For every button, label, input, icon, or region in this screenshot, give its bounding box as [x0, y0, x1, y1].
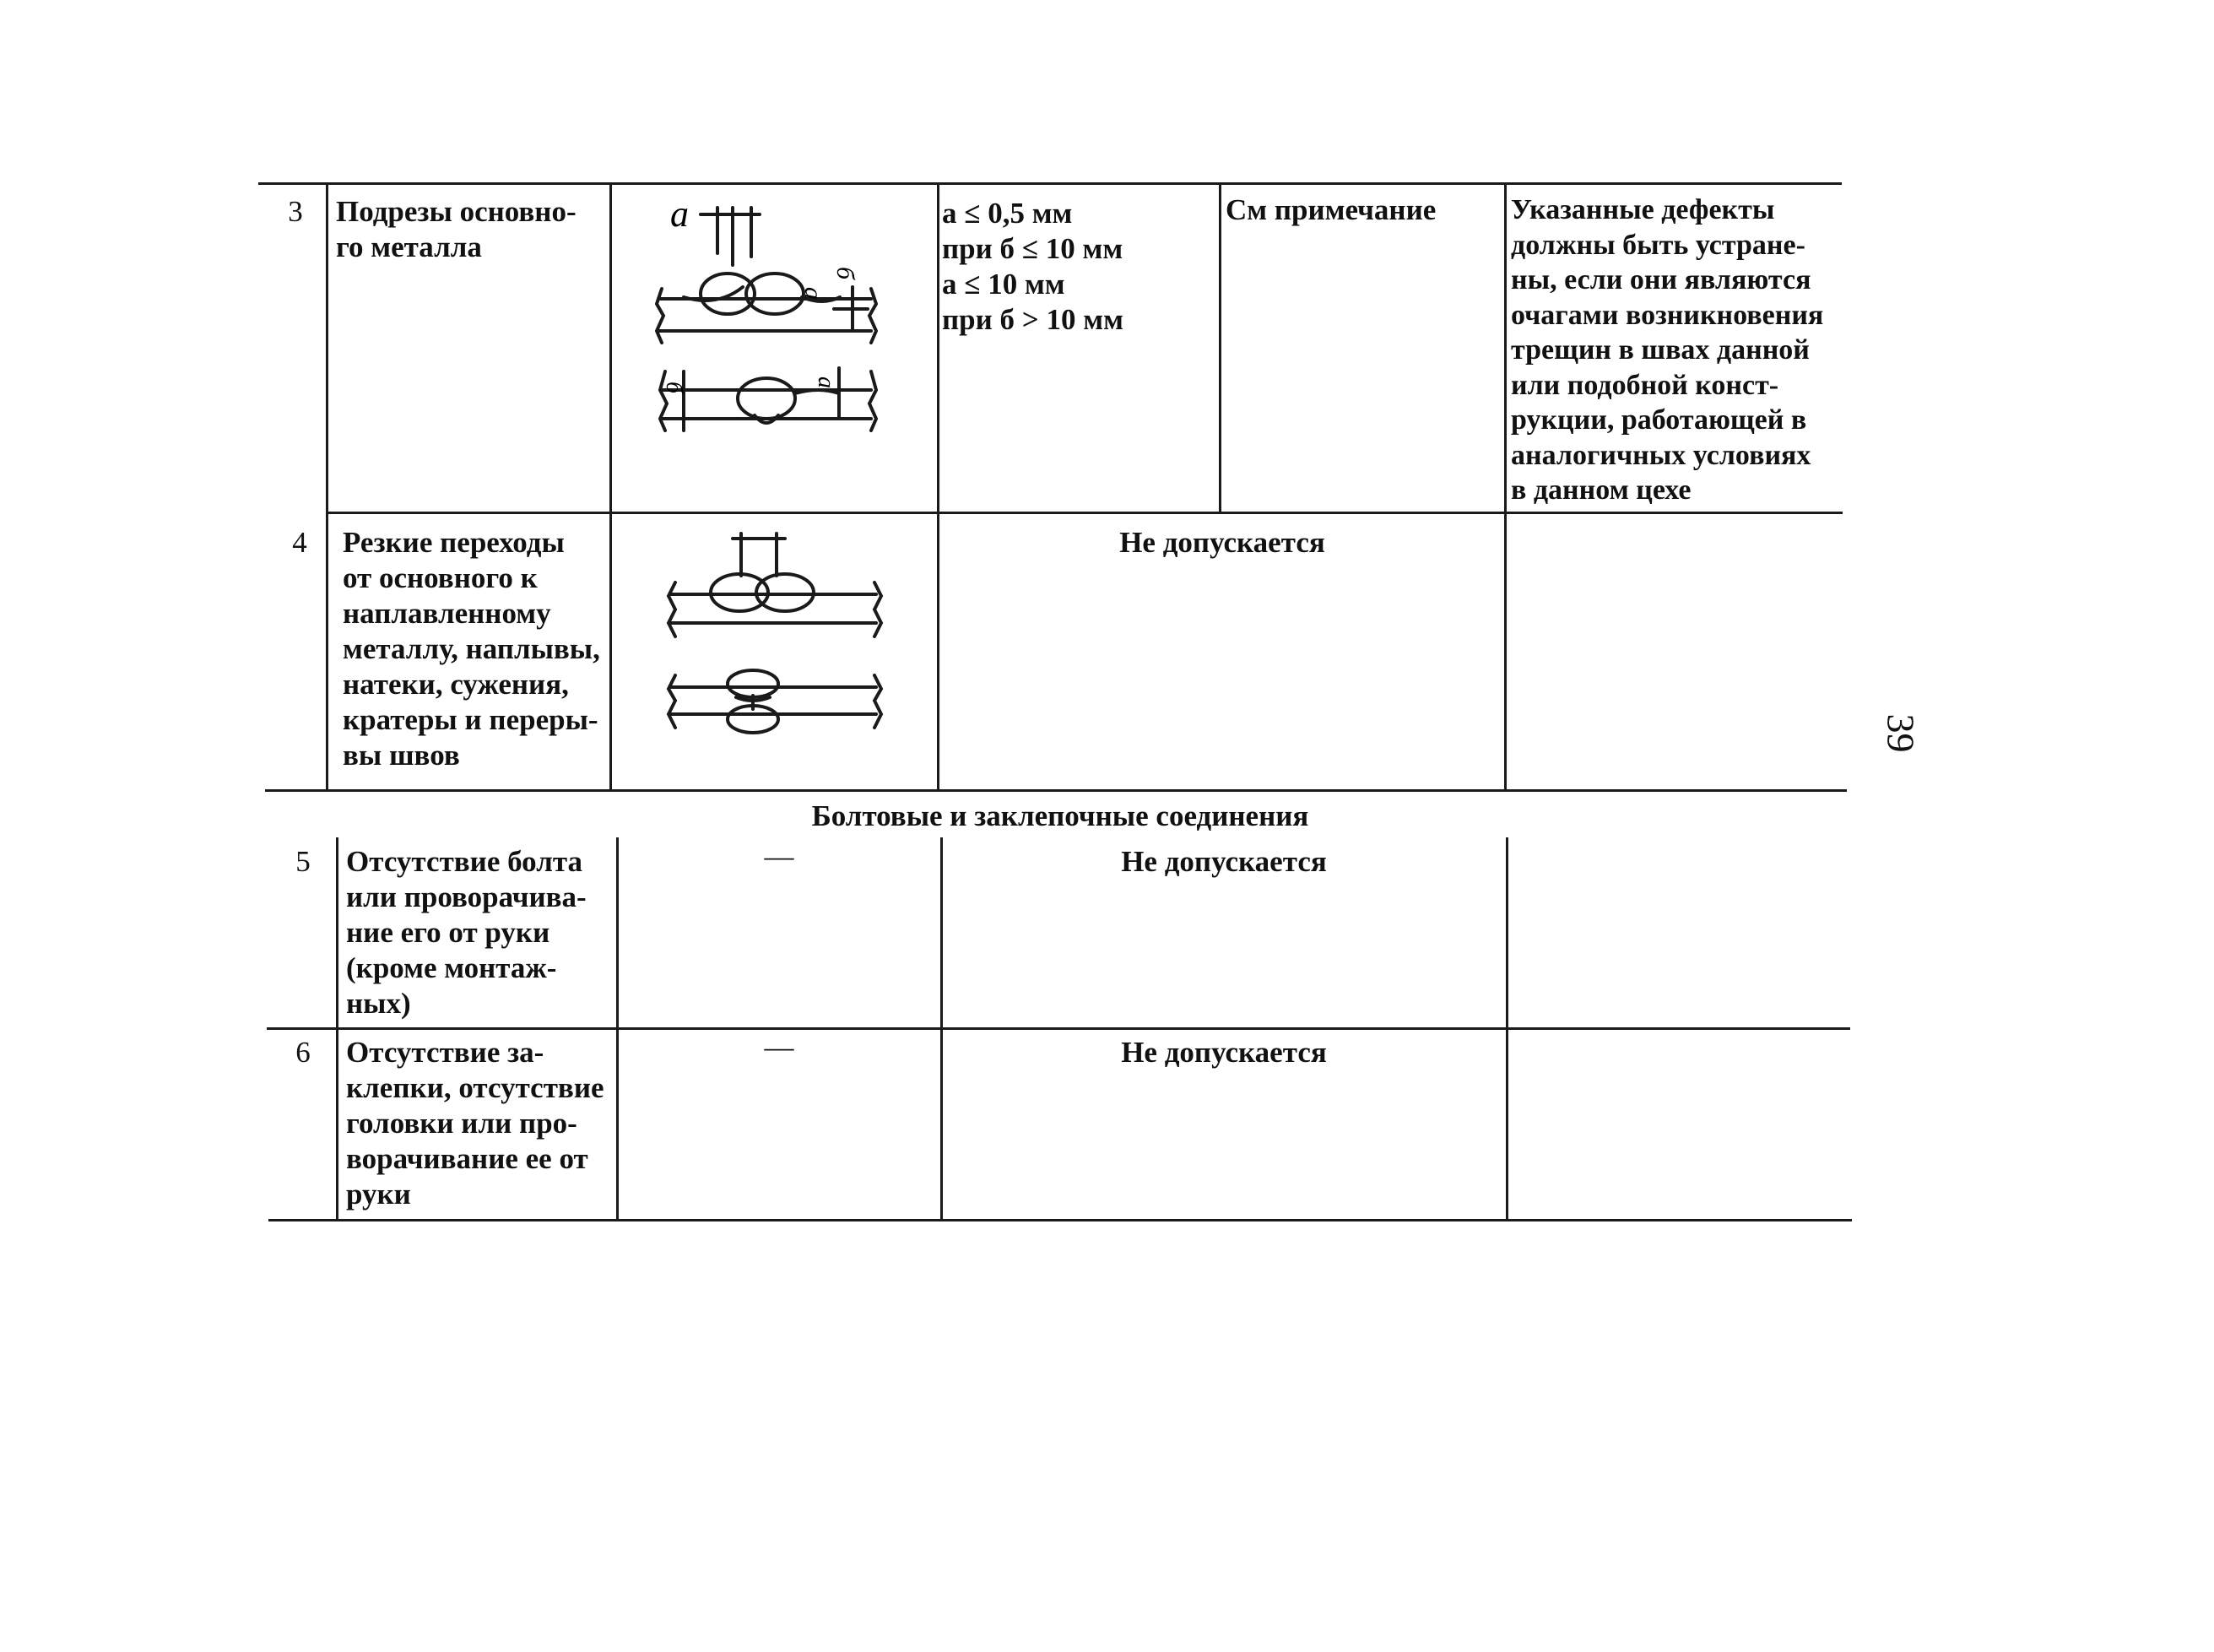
defect-name: Отсутствие болта или проворачива- ние его от руки (кроме монтаж- ных): [346, 845, 587, 1020]
col-divider-num-lower: [336, 837, 338, 1219]
col-divider-name: [609, 182, 612, 789]
defect-name: Резкие переходы от основного к наплавленному металлу, наплывы, натеки, сужения, кратеры и переры- вы швов: [343, 526, 600, 772]
svg-text:a: a: [813, 376, 839, 388]
sketch-label-a: a: [670, 193, 689, 235]
col-divider-method-lower: [1506, 837, 1508, 1219]
page-number: 39: [1879, 713, 1923, 753]
limit-values: a ≤ 0,5 мм при б ≤ 10 мм a ≤ 10 мм при б > 10 мм: [942, 197, 1123, 336]
col-divider-sketch: [937, 182, 939, 789]
defect-name: Подрезы основно- го металла: [336, 195, 577, 263]
svg-text:a: a: [799, 287, 827, 300]
row-number: 5: [295, 845, 311, 878]
defect-name: Отсутствие за- клепки, отсутствие головки или про- ворачивание ее от руки: [346, 1036, 604, 1211]
row-number: 3: [288, 195, 303, 228]
row-number: 6: [295, 1036, 311, 1069]
sketch-placeholder-dash: —: [764, 1031, 794, 1064]
table-top-rule: [258, 182, 1842, 185]
sketch-label-b: б: [831, 267, 859, 280]
col-divider-limits: [1219, 182, 1221, 512]
row-divider-5-6: [267, 1027, 1850, 1030]
undercut-sketch: [650, 193, 903, 447]
sketch-placeholder-dash: —: [764, 840, 794, 873]
inspection-method: См примечание: [1226, 193, 1437, 226]
verdict-not-allowed: Не допускается: [1121, 845, 1327, 878]
section-title: Болтовые и заклепочные соединения: [811, 799, 1309, 832]
verdict-not-allowed: Не допускается: [1119, 526, 1325, 559]
svg-text:б: б: [661, 382, 687, 394]
verdict-not-allowed: Не допускается: [1121, 1036, 1327, 1069]
table-bottom-rule: [268, 1219, 1852, 1221]
row-number: 4: [292, 526, 307, 559]
row-divider-3-4: [326, 512, 1843, 514]
defect-note: Указанные дефекты должны быть устране- ны, если они являются очагами возникновения трещин в швах данной или подобной конст- рукции, работающей в аналогичных условиях в данном цехе: [1511, 194, 1824, 506]
sharp-transition-sketch: [658, 532, 912, 743]
col-divider-num: [326, 182, 328, 789]
col-divider-name-lower: [616, 837, 619, 1219]
col-divider-method: [1504, 182, 1507, 789]
col-divider-sketch-lower: [940, 837, 943, 1219]
row-divider-4-section: [265, 789, 1847, 792]
